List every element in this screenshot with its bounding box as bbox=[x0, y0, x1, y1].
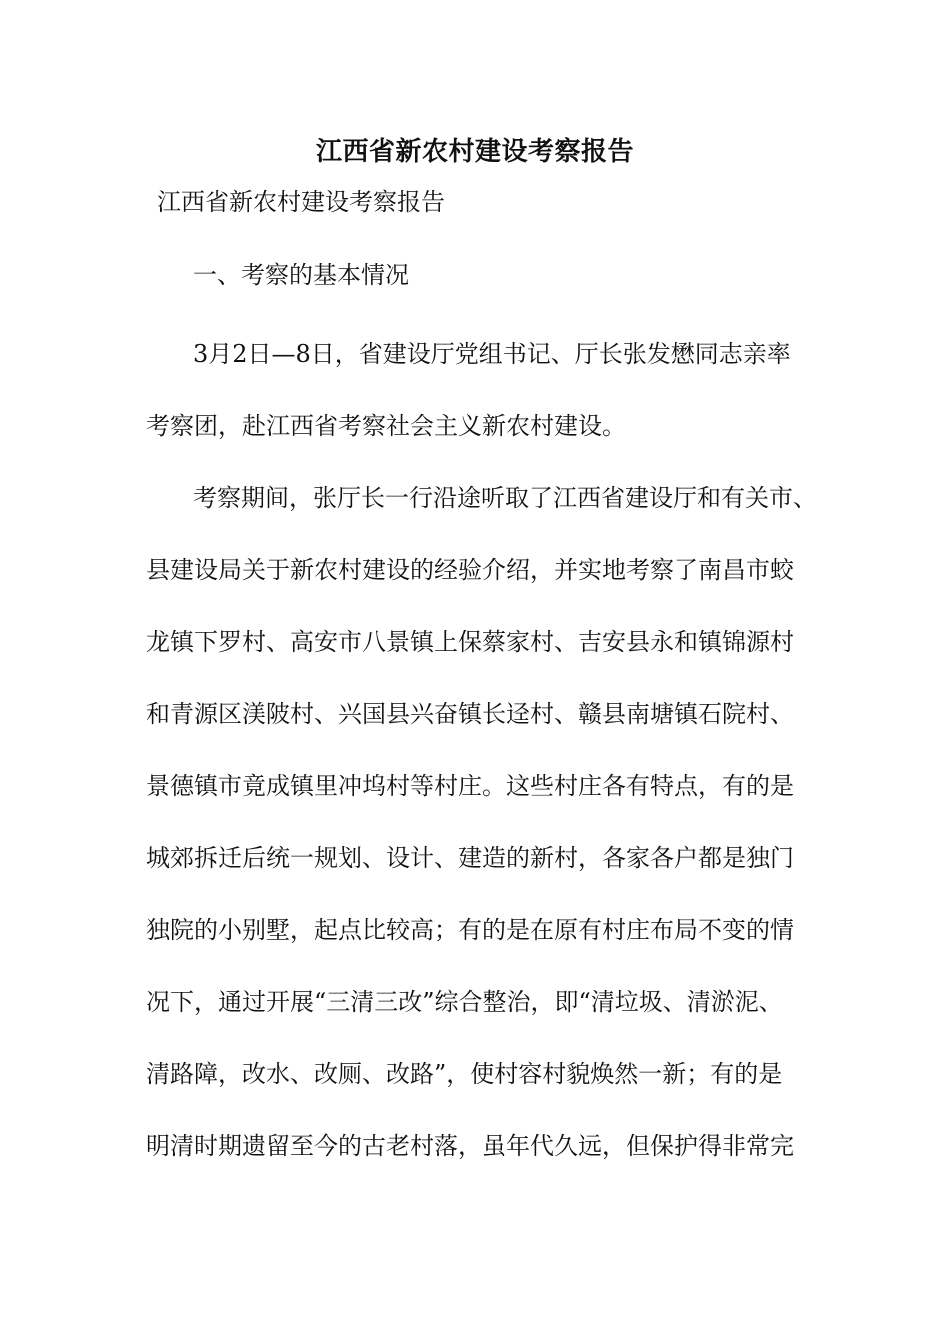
text-line: 考察期间，张厅长一行沿途听取了江西省建设厅和有关市、 bbox=[193, 484, 817, 512]
section-heading: 一、考察的基本情况 bbox=[193, 261, 409, 289]
document-subtitle: 江西省新农村建设考察报告 bbox=[157, 188, 445, 216]
text-line: 况下，通过开展“三清三改”综合整治，即“清垃圾、清淤泥、 bbox=[146, 988, 783, 1016]
text-line: 和青源区渼陂村、兴国县兴奋镇长迳村、赣县南塘镇石院村、 bbox=[146, 700, 794, 728]
body-text bbox=[146, 334, 826, 1198]
text-line: 县建设局关于新农村建设的经验介绍，并实地考察了南昌市蛟 bbox=[146, 556, 794, 584]
text-line: 独院的小别墅，起点比较高；有的是在原有村庄布局不变的情 bbox=[146, 916, 794, 944]
text-line: 景德镇市竟成镇里冲坞村等村庄。这些村庄各有特点，有的是 bbox=[146, 772, 794, 800]
text-line: 龙镇下罗村、高安市八景镇上保蔡家村、吉安县永和镇锦源村 bbox=[146, 628, 794, 656]
text-line: 3月2日—8日，省建设厅党组书记、厅长张发懋同志亲率 bbox=[193, 340, 791, 368]
text-line: 明清时期遗留至今的古老村落，虽年代久远，但保护得非常完 bbox=[146, 1132, 794, 1160]
text-line: 城郊拆迁后统一规划、设计、建造的新村，各家各户都是独门 bbox=[146, 844, 794, 872]
document-title: 江西省新农村建设考察报告 bbox=[315, 137, 634, 167]
text-line: 考察团，赴江西省考察社会主义新农村建设。 bbox=[146, 412, 626, 440]
text-line: 清路障，改水、改厕、改路”，使村容村貌焕然一新；有的是 bbox=[146, 1060, 783, 1088]
